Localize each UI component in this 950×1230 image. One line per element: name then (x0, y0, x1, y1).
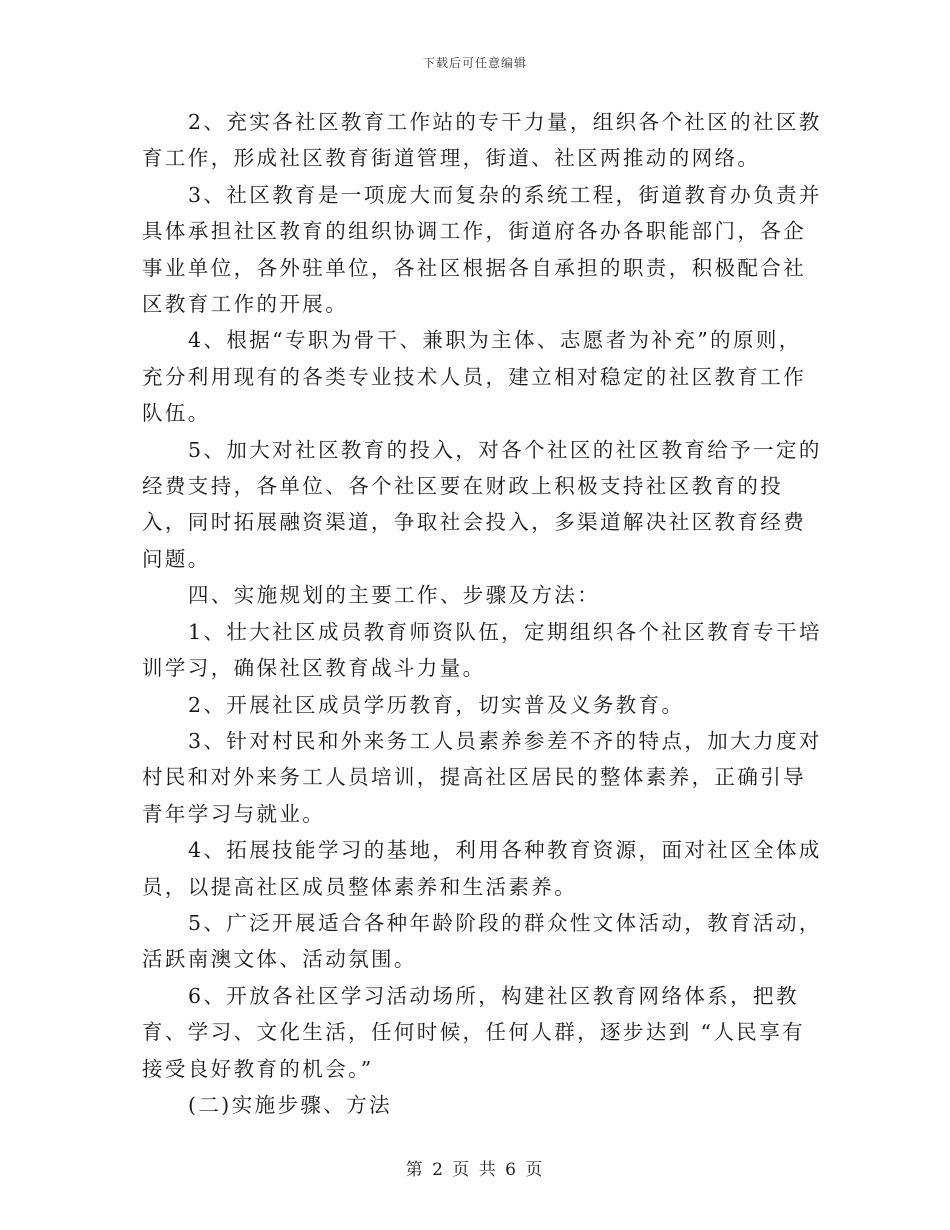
paragraph (142, 322, 822, 431)
paragraph-text: 2、开展社区成员学历教育，切实普及义务教育。 (188, 692, 685, 717)
paragraph-text: 4、根据“专职为骨干、兼职为主体、志愿者为补充”的原则，充分利用现有的各类专业技术人员，建立相对稳定的社区教育工作队伍。 (142, 328, 807, 426)
paragraph (142, 104, 822, 177)
paragraph (142, 978, 822, 1087)
section-heading-text: (二)实施步骤、方法 (188, 1092, 392, 1117)
paragraph-text: 1、壮大社区成员教育师资队伍，定期组织各个社区教育专干培训学习，确保社区教育战斗力量。 (142, 619, 822, 681)
paragraph-text: 2、充实各社区教育工作站的专干力量，组织各个社区的社区教育工作，形成社区教育街道管理，街道、社区两推动的网络。 (142, 110, 822, 171)
paragraph-text: 3、社区教育是一项庞大而复杂的系统工程，街道教育办负责并具体承担社区教育的组织协调工作，街道府各办各职能部门，各企事业单位，各外驻单位，各社区根据各自承担的职责，积极配合社区教育工作的开展。 (142, 182, 822, 317)
page-footer: 第 2 页 共 6 页 (405, 1160, 545, 1180)
paragraph (142, 614, 822, 687)
paragraph-text: 6、开放各社区学习活动场所，构建社区教育网络体系，把教育、学习、文化生活，任何时候，任何人群，逐步达到 “人民享有接受良好教育的机会。” (142, 983, 805, 1081)
section-heading (142, 577, 822, 613)
paragraph-text: 3、针对村民和外来务工人员素养参差不齐的特点，加大力度对村民和对外来务工人员培训，提高社区居民的整体素养，正确引导青年学习与就业。 (142, 728, 822, 826)
paragraph (142, 905, 822, 978)
paragraph (142, 432, 822, 578)
paragraph-text: 4、拓展技能学习的基地，利用各种教育资源，面对社区全体成员，以提高社区成员整体素养和生活素养。 (142, 838, 822, 899)
paragraph (142, 723, 822, 832)
section-heading (142, 1087, 822, 1123)
header-note: 下载后可任意编辑 (422, 56, 527, 70)
paragraph (142, 177, 822, 323)
paragraph-text: 5、加大对社区教育的投入，对各个社区的社区教育给予一定的经费支持，各单位、各个社区要在财政上积极支持社区教育的投入，同时拓展融资渠道，争取社会投入，多渠道解决社区教育经费问题。 (142, 437, 822, 571)
paragraph (142, 687, 822, 723)
paragraph (142, 832, 822, 905)
document-body (142, 104, 822, 1123)
paragraph-text: 5、广泛开展适合各种年龄阶段的群众性文体活动，教育活动，活跃南澳文体、活动氛围。 (142, 910, 822, 972)
section-heading-text: 四、实施规划的主要工作、步骤及方法： (188, 583, 601, 608)
